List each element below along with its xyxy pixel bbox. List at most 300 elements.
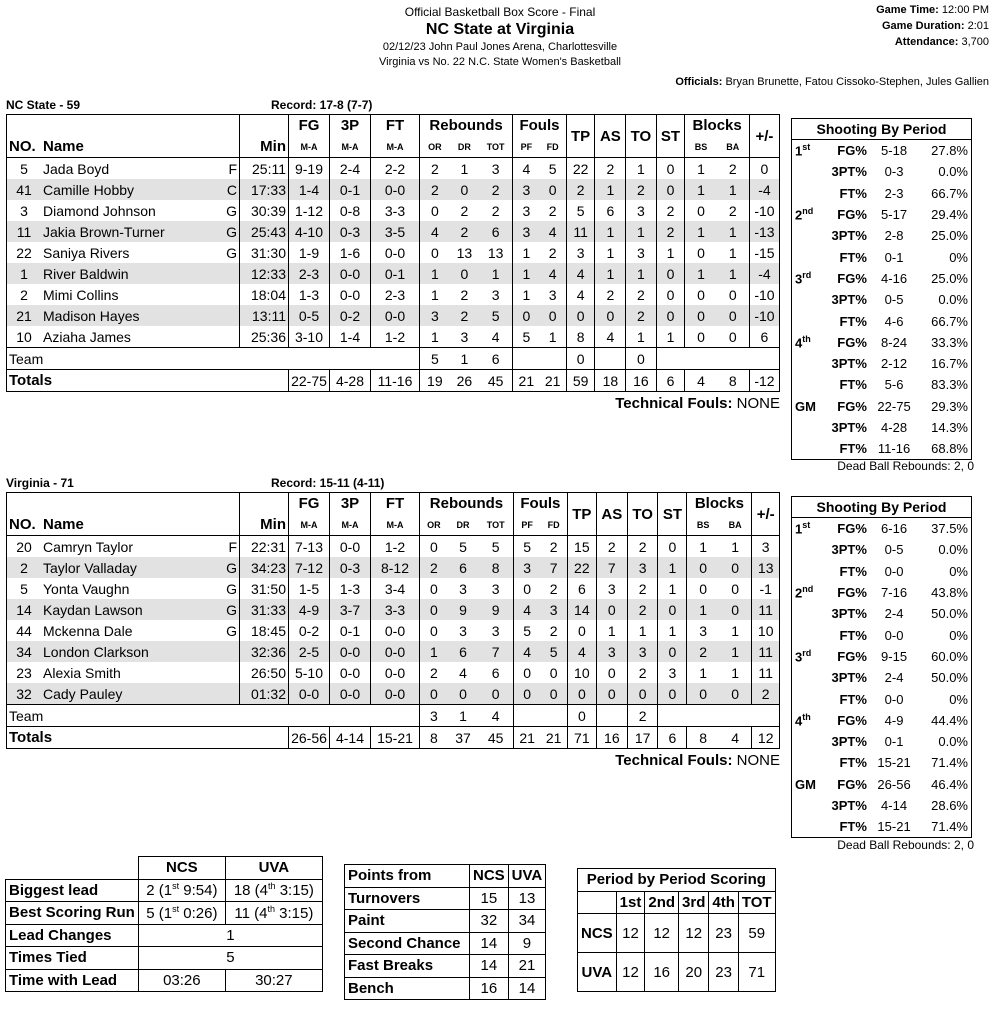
col-to: TO — [626, 115, 656, 158]
points-from-ncs: 14 — [470, 932, 509, 955]
team-rest-blank — [658, 705, 780, 727]
stat-dr: 3 — [460, 328, 469, 345]
period-score: 20 — [679, 953, 709, 992]
col-name: Name — [41, 136, 240, 158]
player-name-cell — [41, 326, 240, 348]
attendance: 3,700 — [961, 36, 989, 48]
player-position: F — [228, 160, 237, 177]
shooting-made-attempted: 11-16 — [877, 441, 911, 457]
period-suffix: th — [802, 712, 811, 723]
shooting-stat: FG% — [837, 712, 867, 728]
stat-fg: 0-5 — [289, 305, 330, 326]
stat-ft: 0-0 — [371, 305, 420, 326]
stat-pf: 5 — [513, 536, 540, 558]
stat-ba: 1 — [731, 538, 740, 555]
shooting-stat: FG% — [837, 585, 867, 601]
technical-fouls — [6, 395, 780, 412]
shooting-stat: 3PT% — [831, 734, 867, 750]
officials-label: Officials: — [675, 76, 723, 88]
team-as-blank — [595, 348, 626, 370]
stat-or: 0 — [420, 200, 450, 221]
stat-dr: 5 — [459, 538, 467, 555]
totals-label: Totals — [7, 370, 289, 392]
stat-p3: 0-0 — [330, 536, 371, 558]
player-row — [7, 599, 780, 620]
shooting-row — [792, 417, 971, 438]
stat-st: 0 — [656, 284, 685, 305]
stat-st: 1 — [656, 242, 685, 263]
period-label — [792, 268, 819, 289]
technical-fouls-label: Technical Fouls: — [615, 395, 733, 412]
player-name: London Clarkson — [43, 643, 149, 660]
shooting-percentage: 0% — [949, 249, 968, 265]
total-bs: 8 — [687, 727, 719, 749]
col-st: ST — [656, 115, 685, 158]
shooting-percentage: 50.0% — [931, 670, 968, 686]
shooting-made-attempted: 9-15 — [881, 648, 908, 664]
shooting-percentage: 71.4% — [931, 819, 968, 835]
stat-fg: 9-19 — [289, 158, 330, 180]
player-name-cell — [41, 242, 240, 263]
team-row — [7, 348, 780, 370]
player-position: G — [226, 559, 237, 576]
stat-bs: 1 — [685, 179, 717, 200]
stat-p3: 0-0 — [330, 641, 371, 662]
stat-min: 32:36 — [240, 641, 289, 662]
points-from-label: Paint — [345, 910, 470, 933]
stat-tot: 2 — [491, 202, 500, 219]
shooting-title: Shooting By Period — [792, 119, 971, 140]
stat-pf: 3 — [513, 179, 540, 200]
shooting-stat: 3PT% — [831, 420, 867, 435]
shooting-made-attempted: 4-28 — [881, 420, 908, 435]
shooting-row — [792, 646, 971, 667]
stat-ba: 0 — [719, 557, 752, 578]
player-name-cell — [41, 662, 240, 683]
ncs-best-run: 5 (1st 0:26) — [138, 902, 225, 925]
stat-bs: 1 — [685, 221, 717, 242]
player-number: 5 — [7, 578, 42, 599]
total-ft: 11-16 — [371, 370, 420, 392]
stat-pf: 1 — [513, 242, 540, 263]
stat-ba: 0 — [728, 328, 737, 345]
stat-fg: 1-12 — [289, 200, 330, 221]
stat-pm: 10 — [752, 620, 780, 641]
shooting-stat: FG% — [837, 270, 867, 286]
col-3p: 3P — [330, 493, 371, 515]
stat-tot: 3 — [491, 160, 500, 177]
col-bs: BS — [685, 136, 717, 158]
shooting-made-attempted: 0-0 — [884, 627, 904, 643]
stat-ba: 0 — [719, 599, 752, 620]
stat-bs: 1 — [687, 662, 719, 683]
team-tot: 6 — [479, 348, 513, 370]
stat-as: 1 — [595, 221, 626, 242]
shooting-percentage: 0% — [949, 627, 968, 643]
stat-ft: 1-2 — [371, 536, 420, 558]
period-score: 23 — [709, 953, 739, 992]
stat-tp: 22 — [567, 557, 596, 578]
col-ft: FT — [371, 493, 420, 515]
points-from-row — [345, 887, 546, 910]
team-section-virginia — [6, 476, 786, 769]
col-fouls: Fouls — [513, 115, 567, 137]
stat-to: 2 — [627, 536, 658, 558]
stat-st: 2 — [656, 200, 685, 221]
ncs-biggest-lead: 2 (1st 9:54) — [138, 879, 225, 902]
col-ft: FT — [371, 115, 420, 137]
player-number: 34 — [7, 641, 42, 662]
player-number: 2 — [7, 284, 42, 305]
duration-label: Game Duration: — [882, 20, 965, 32]
player-name: Camille Hobby — [43, 181, 135, 198]
stat-or: 2 — [420, 557, 448, 578]
col-or: OR — [420, 514, 448, 536]
shooting-row — [792, 795, 971, 816]
stat-min: 12:33 — [240, 263, 289, 284]
stat-ba: 1 — [731, 664, 740, 681]
shooting-percentage: 0.0% — [938, 734, 968, 750]
period-suffix: rd — [802, 270, 812, 281]
player-row — [7, 536, 780, 558]
stat-as: 0 — [596, 599, 627, 620]
shooting-row — [792, 710, 971, 731]
period-number: 4 — [795, 713, 803, 729]
shooting-row — [792, 161, 971, 182]
stat-dr: 6 — [448, 641, 479, 662]
player-name: Yonta Vaughn — [43, 580, 130, 597]
col-ba: BA — [717, 136, 750, 158]
stat-fd: 5 — [548, 160, 557, 177]
player-row — [7, 221, 780, 242]
period-label — [792, 374, 819, 395]
officials-names: Bryan Brunette, Fatou Cissoko-Stephen, Jules Gallien — [725, 76, 989, 88]
shooting-percentage: 0% — [949, 563, 968, 579]
col-pf: PF — [513, 514, 540, 536]
points-from-ncs: 16 — [470, 977, 509, 1000]
col-fg: FG — [289, 115, 330, 137]
total-ft: 15-21 — [371, 727, 420, 749]
stat-bs: 3 — [687, 620, 719, 641]
period-label — [792, 246, 819, 267]
shooting-stat: 3PT% — [831, 542, 867, 558]
period-scoring-table — [577, 868, 776, 992]
stat-fd: 4 — [539, 263, 566, 284]
period-label — [792, 710, 819, 731]
stat-pm: 3 — [752, 536, 780, 558]
period-label — [792, 688, 819, 709]
col-name: Name — [41, 514, 240, 536]
player-position: G — [226, 622, 237, 639]
stat-as: 6 — [595, 200, 626, 221]
stat-to: 2 — [627, 599, 658, 620]
total-pf: 21 — [513, 727, 540, 749]
stat-tot: 5 — [491, 538, 500, 555]
shooting-made-attempted: 2-4 — [884, 606, 904, 622]
player-number: 21 — [7, 305, 42, 326]
shooting-made-attempted: 2-4 — [884, 670, 904, 686]
team-tp: 0 — [566, 348, 595, 370]
shooting-stat: 3PT% — [831, 798, 867, 813]
stat-to: 3 — [626, 242, 656, 263]
stat-as: 7 — [596, 557, 627, 578]
shooting-title: Shooting By Period — [792, 497, 971, 518]
shooting-made-attempted: 4-6 — [884, 313, 904, 329]
stat-tp: 4 — [567, 641, 596, 662]
stat-dr: 0 — [450, 179, 479, 200]
shooting-stat: FG% — [837, 776, 867, 792]
stat-tp: 22 — [566, 158, 595, 180]
stat-fd: 0 — [549, 664, 558, 681]
player-name: Mckenna Dale — [43, 622, 133, 639]
stat-dr: 2 — [450, 305, 479, 326]
row-label: Lead Changes — [6, 924, 139, 947]
shooting-row — [792, 374, 971, 395]
shooting-made-attempted: 0-0 — [884, 691, 904, 707]
stat-tp: 10 — [567, 662, 596, 683]
total-dr: 26 — [450, 370, 479, 392]
col-ba: BA — [719, 514, 752, 536]
stat-tp: 4 — [566, 263, 595, 284]
stat-fg: 0-0 — [289, 683, 330, 705]
shooting-row — [792, 332, 971, 353]
player-name: River Baldwin — [43, 265, 129, 282]
stat-min: 26:50 — [240, 662, 289, 683]
uva-time-with-lead: 30:27 — [225, 969, 322, 992]
stat-to: 2 — [627, 662, 658, 683]
stat-st: 1 — [658, 620, 687, 641]
shooting-made-attempted: 6-16 — [881, 521, 908, 537]
stat-pm: 11 — [752, 599, 780, 620]
period-label — [792, 310, 819, 331]
period-label — [792, 774, 819, 795]
stat-pf: 4 — [513, 641, 540, 662]
shooting-made-attempted: 2-12 — [881, 356, 908, 372]
shooting-by-period-ncstate — [791, 118, 972, 460]
stat-tp: 0 — [567, 620, 596, 641]
shooting-row — [792, 774, 971, 795]
stat-p3: 0-0 — [330, 662, 371, 683]
shooting-row — [792, 561, 971, 582]
game-time-label: Game Time: — [876, 4, 939, 16]
stat-tp: 0 — [566, 305, 595, 326]
shooting-stat: FG% — [837, 143, 867, 159]
head-blank — [7, 493, 240, 515]
shooting-stat: FT% — [839, 313, 867, 329]
stat-dr: 2 — [460, 286, 469, 303]
stat-fd: 7 — [540, 557, 567, 578]
period-score: 59 — [738, 914, 775, 953]
dead-ball-rebounds-virginia: Dead Ball Rebounds: 2, 0 — [837, 838, 974, 852]
stat-min: 22:31 — [240, 536, 289, 558]
shooting-made-attempted: 0-5 — [884, 292, 904, 308]
stat-fd: 2 — [549, 538, 558, 555]
stat-pm: -10 — [749, 200, 779, 221]
period-label — [792, 396, 819, 417]
stat-dr: 2 — [450, 221, 479, 242]
shooting-row — [792, 539, 971, 560]
shooting-row — [792, 183, 971, 204]
stat-pm: 2 — [752, 683, 780, 705]
stat-or: 0 — [420, 242, 450, 263]
stat-ba: 0 — [719, 683, 752, 705]
shooting-stat: FG% — [837, 648, 867, 664]
stat-tot: 13 — [487, 244, 504, 261]
stat-fg: 5-10 — [289, 662, 330, 683]
shooting-percentage: 0% — [949, 691, 968, 707]
stat-dr: 0 — [450, 263, 479, 284]
player-name: Mimi Collins — [43, 286, 119, 303]
total-st: 6 — [658, 727, 687, 749]
shooting-percentage: 68.8% — [931, 441, 968, 457]
shooting-made-attempted: 7-16 — [881, 585, 908, 601]
shooting-stat: FT% — [839, 691, 867, 707]
shooting-row — [792, 268, 971, 289]
shooting-made-attempted: 0-0 — [884, 563, 904, 579]
stat-fd: 2 — [549, 580, 558, 597]
points-from-table — [344, 864, 546, 1000]
points-from-ncs: 32 — [470, 910, 509, 933]
player-number: 11 — [7, 221, 42, 242]
shooting-made-attempted: 5-17 — [881, 207, 908, 223]
stat-as: 2 — [595, 284, 626, 305]
period-head: 4th — [709, 891, 739, 914]
stat-fg: 2-3 — [289, 263, 330, 284]
stat-to: 0 — [627, 683, 658, 705]
stat-ba: 0 — [717, 305, 750, 326]
stat-st: 0 — [658, 599, 687, 620]
shooting-row — [792, 438, 971, 459]
col-pf: PF — [513, 136, 540, 158]
col-plus-minus: +/- — [749, 115, 779, 158]
stat-fd: 4 — [539, 221, 566, 242]
stat-or: 1 — [420, 284, 450, 305]
shooting-stat: FT% — [839, 185, 867, 201]
stat-st: 1 — [656, 326, 685, 348]
total-p3: 4-14 — [330, 727, 371, 749]
total-fd: 21 — [540, 727, 567, 749]
stat-as: 4 — [595, 326, 626, 348]
uva-biggest-lead: 18 (4th 3:15) — [225, 879, 322, 902]
shooting-made-attempted: 4-9 — [884, 712, 904, 728]
player-name-cell — [41, 263, 240, 284]
total-to: 17 — [627, 727, 658, 749]
shooting-made-attempted: 0-1 — [884, 734, 904, 750]
stat-dr: 4 — [459, 664, 467, 681]
period-score: 12 — [679, 914, 709, 953]
col-no: NO. — [7, 136, 42, 158]
period-score: 71 — [738, 953, 775, 992]
period-label — [792, 561, 819, 582]
stat-to: 2 — [626, 179, 656, 200]
stat-bs: 1 — [687, 536, 719, 558]
col-min: Min — [240, 514, 289, 536]
stat-to: 1 — [626, 221, 656, 242]
stat-or: 4 — [420, 221, 450, 242]
team-tp: 0 — [567, 705, 596, 727]
shooting-made-attempted: 15-21 — [877, 819, 911, 835]
stat-min: 18:45 — [240, 620, 289, 641]
stat-or: 2 — [420, 179, 450, 200]
stat-ft: 1-2 — [371, 326, 420, 348]
period-label — [792, 582, 819, 603]
stat-ft: 0-0 — [371, 662, 420, 683]
total-tp: 59 — [566, 370, 595, 392]
player-position: G — [226, 223, 237, 240]
stat-pm: -13 — [749, 221, 779, 242]
stat-pf: 3 — [513, 200, 540, 221]
shooting-made-attempted: 5-6 — [884, 377, 904, 393]
points-from-ncs: 15 — [470, 887, 509, 910]
total-pf: 21 — [513, 370, 540, 392]
stat-min: 01:32 — [240, 683, 289, 705]
col-fd: FD — [540, 514, 567, 536]
attendance-label: Attendance: — [894, 36, 959, 48]
shooting-row — [792, 396, 971, 417]
shooting-row — [792, 310, 971, 331]
stat-bs: 2 — [687, 641, 719, 662]
totals-label: Totals — [7, 727, 289, 749]
stat-as: 0 — [596, 662, 627, 683]
player-number: 20 — [7, 536, 42, 558]
team-fouls-blank — [513, 705, 567, 727]
stat-st: 3 — [658, 662, 687, 683]
stat-pf: 3 — [513, 221, 540, 242]
team-to: 0 — [626, 348, 656, 370]
stat-ft: 3-3 — [371, 599, 420, 620]
player-row — [7, 578, 780, 599]
stat-fd: 0 — [540, 683, 567, 705]
col-tot: TOT — [479, 136, 513, 158]
shooting-made-attempted: 8-24 — [881, 334, 908, 350]
player-name-cell — [41, 305, 240, 326]
stat-tp: 3 — [566, 242, 595, 263]
stat-as: 1 — [596, 620, 627, 641]
shooting-made-attempted: 22-75 — [877, 398, 911, 414]
stat-tot: 0 — [478, 683, 513, 705]
technical-fouls-value: NONE — [736, 395, 780, 412]
period-suffix: nd — [802, 584, 814, 595]
player-position: G — [226, 202, 237, 219]
period-label — [792, 752, 819, 773]
shooting-percentage: 16.7% — [931, 356, 968, 372]
team-or: 5 — [420, 348, 450, 370]
stat-as: 3 — [596, 641, 627, 662]
player-row — [7, 620, 780, 641]
stat-tp: 14 — [567, 599, 596, 620]
player-name-cell — [41, 683, 240, 705]
stat-min: 13:11 — [240, 305, 289, 326]
shooting-row — [792, 688, 971, 709]
points-from-row — [345, 977, 546, 1000]
stat-p3: 1-3 — [330, 578, 371, 599]
total-ba: 8 — [717, 370, 750, 392]
stat-st: 0 — [658, 683, 687, 705]
stat-or: 2 — [420, 662, 448, 683]
stat-min: 18:04 — [240, 284, 289, 305]
stat-pm: -4 — [749, 263, 779, 284]
player-name: Saniya Rivers — [43, 244, 130, 261]
stat-fd: 2 — [548, 202, 557, 219]
team-score-title: NC State - 59 — [6, 98, 81, 112]
col-tp: TP — [567, 493, 596, 536]
period-number: GM — [795, 776, 816, 792]
player-number: 1 — [7, 263, 42, 284]
total-st: 6 — [656, 370, 685, 392]
period-score: 12 — [645, 914, 679, 953]
team-record: Record: 15-11 (4-11) — [271, 476, 385, 490]
player-row — [7, 284, 780, 305]
